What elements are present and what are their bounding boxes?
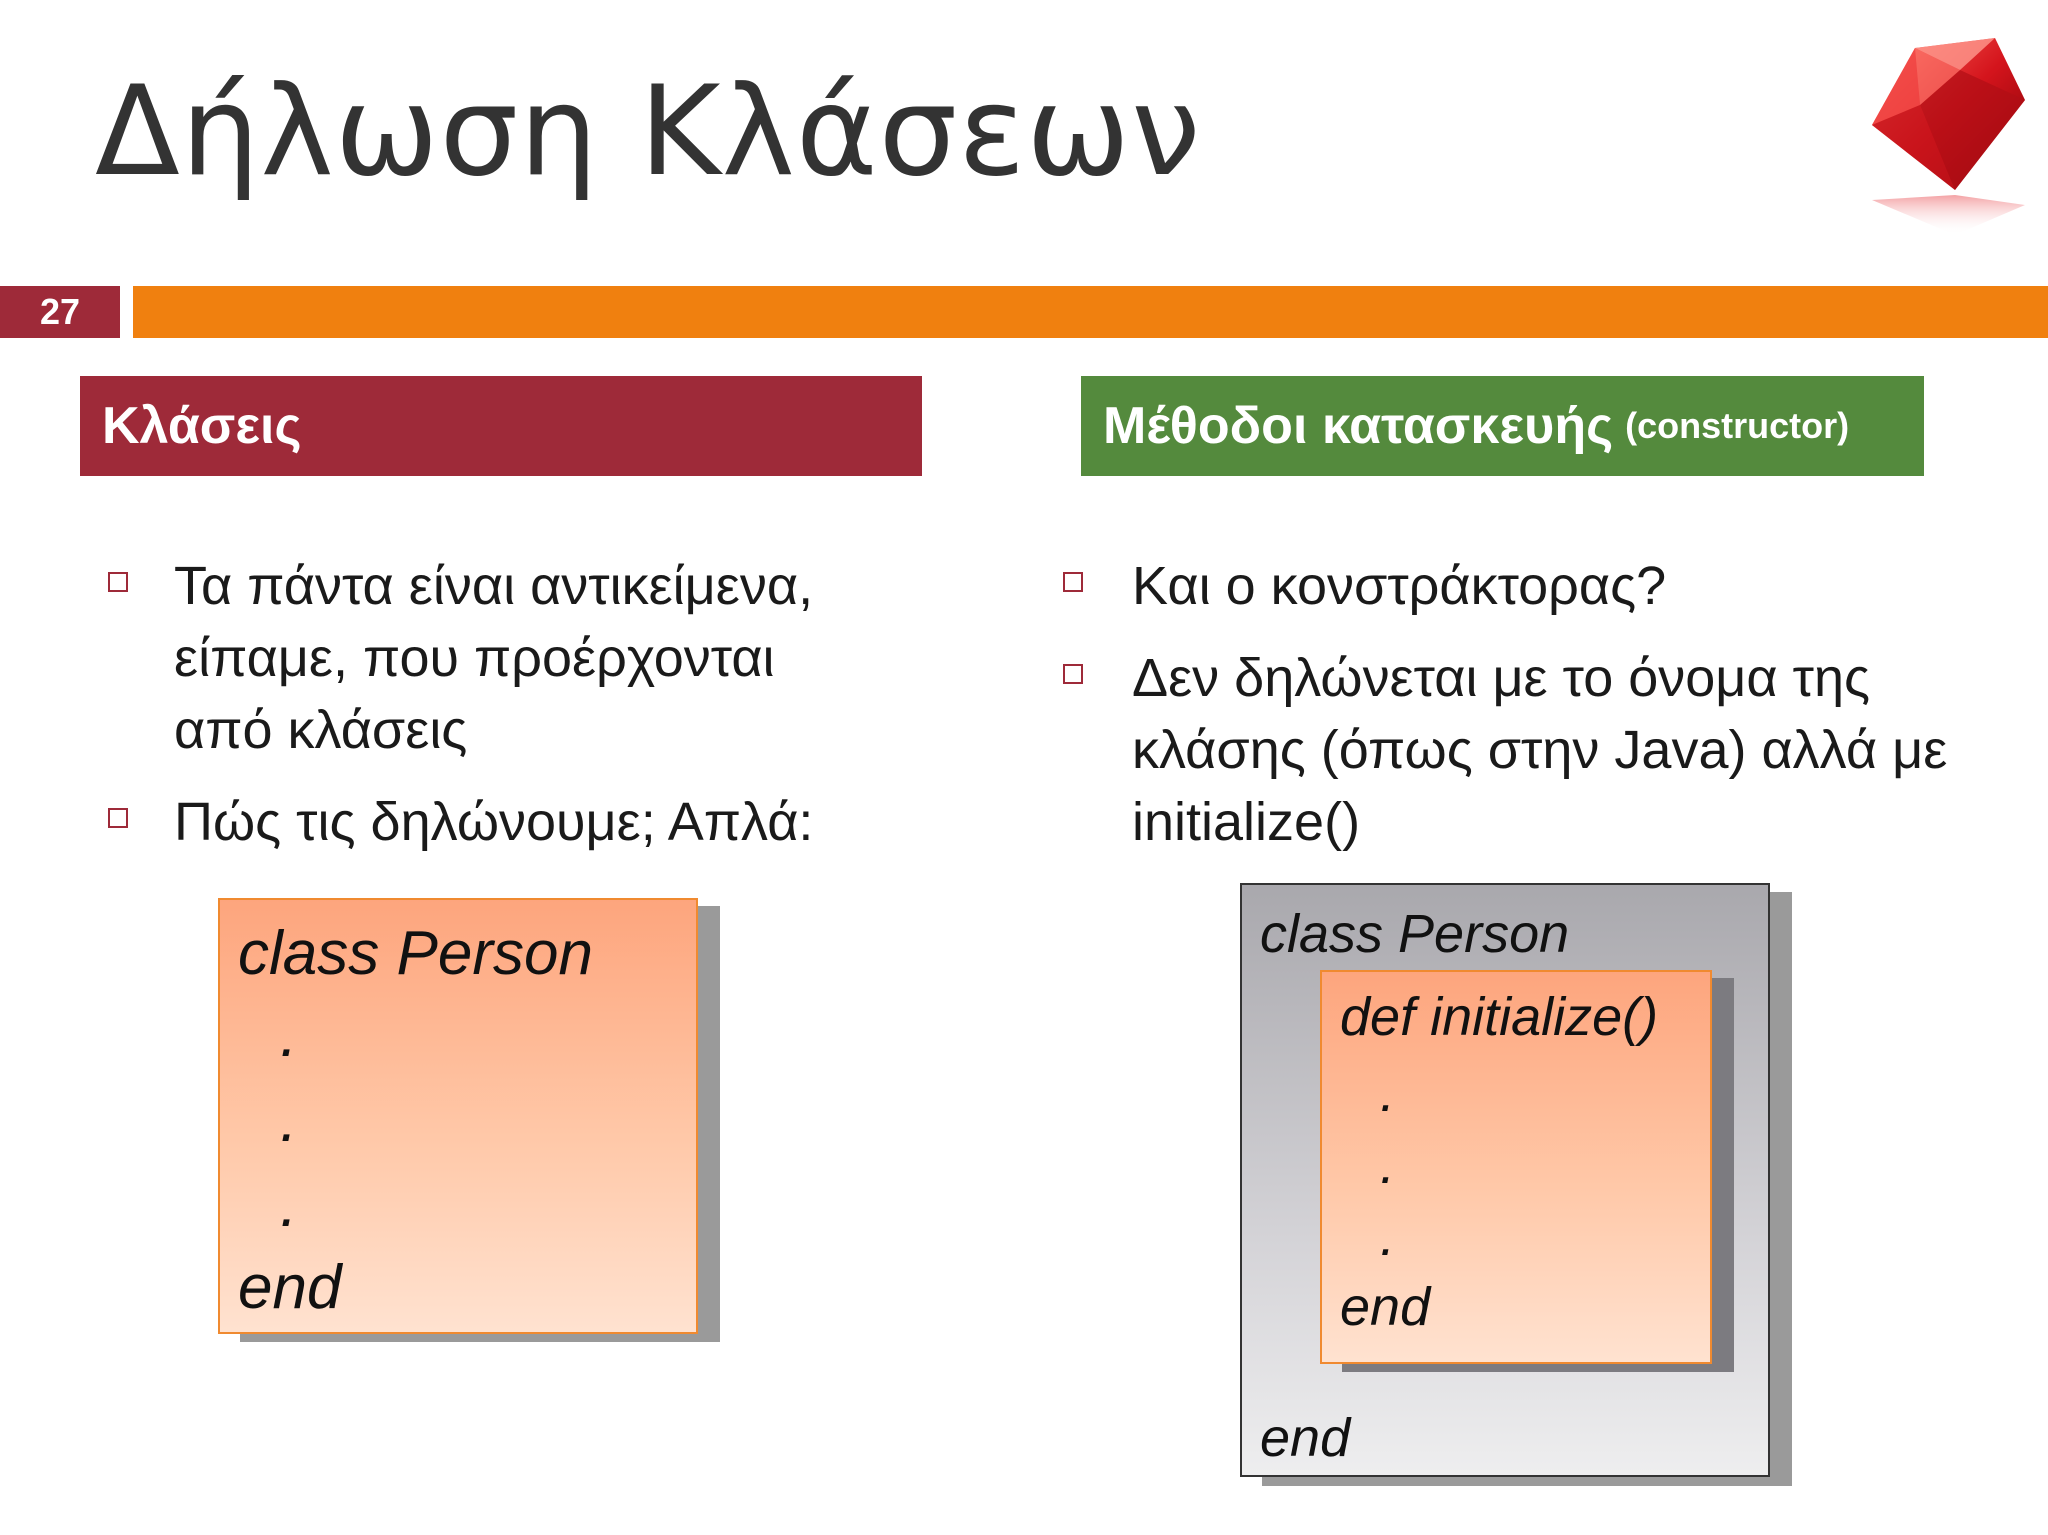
code-line-def: def initialize()	[1340, 987, 1659, 1047]
square-bullet-icon	[108, 572, 128, 592]
square-bullet-icon	[1063, 572, 1083, 592]
ruby-gem-icon	[1860, 30, 2030, 240]
code-line-end: end	[238, 1253, 342, 1322]
left-bullet-list	[100, 550, 860, 878]
slide-title: Δήλωση Κλάσεων	[95, 60, 1202, 204]
list-item	[1055, 550, 1955, 622]
section-header-constructors-label: Μέθοδοι κατασκευής	[1103, 397, 1614, 455]
code-dot: .	[280, 1086, 298, 1155]
bullet-text: Τα πάντα είναι αντικείμενα, είπαμε, που προέρχονται από κλάσεις	[174, 556, 814, 760]
header-rule	[133, 286, 2048, 338]
bullet-text: Πώς τις δηλώνουμε; Απλά:	[174, 792, 814, 852]
bullet-text: Και ο κονστράκτορας?	[1132, 556, 1667, 616]
code-dot: .	[1380, 1207, 1396, 1267]
section-header-classes	[80, 376, 922, 476]
code-dot: .	[1380, 1063, 1396, 1123]
code-dot: .	[280, 1171, 298, 1240]
list-item	[1055, 642, 1955, 858]
code-line-class: class Person	[238, 919, 593, 988]
section-header-constructors	[1081, 376, 1924, 476]
section-header-classes-label: Κλάσεις	[102, 397, 302, 455]
square-bullet-icon	[1063, 664, 1083, 684]
right-bullet-list	[1055, 550, 1955, 878]
code-box-class	[218, 898, 698, 1334]
code-box-initialize	[1320, 970, 1712, 1364]
section-header-constructors-note: (constructor)	[1625, 405, 1850, 446]
code-line-end: end	[1340, 1277, 1431, 1337]
code-dot: .	[280, 1001, 298, 1070]
code-line-class: class Person	[1260, 904, 1570, 964]
list-item	[100, 786, 860, 858]
square-bullet-icon	[108, 808, 128, 828]
slide-number: 27	[0, 286, 120, 338]
code-dot: .	[1380, 1135, 1396, 1195]
bullet-text: Δεν δηλώνεται με το όνομα της κλάσης (όπως στην Java) αλλά με initialize()	[1132, 648, 1948, 852]
code-line-end: end	[1260, 1408, 1351, 1468]
list-item	[100, 550, 860, 766]
